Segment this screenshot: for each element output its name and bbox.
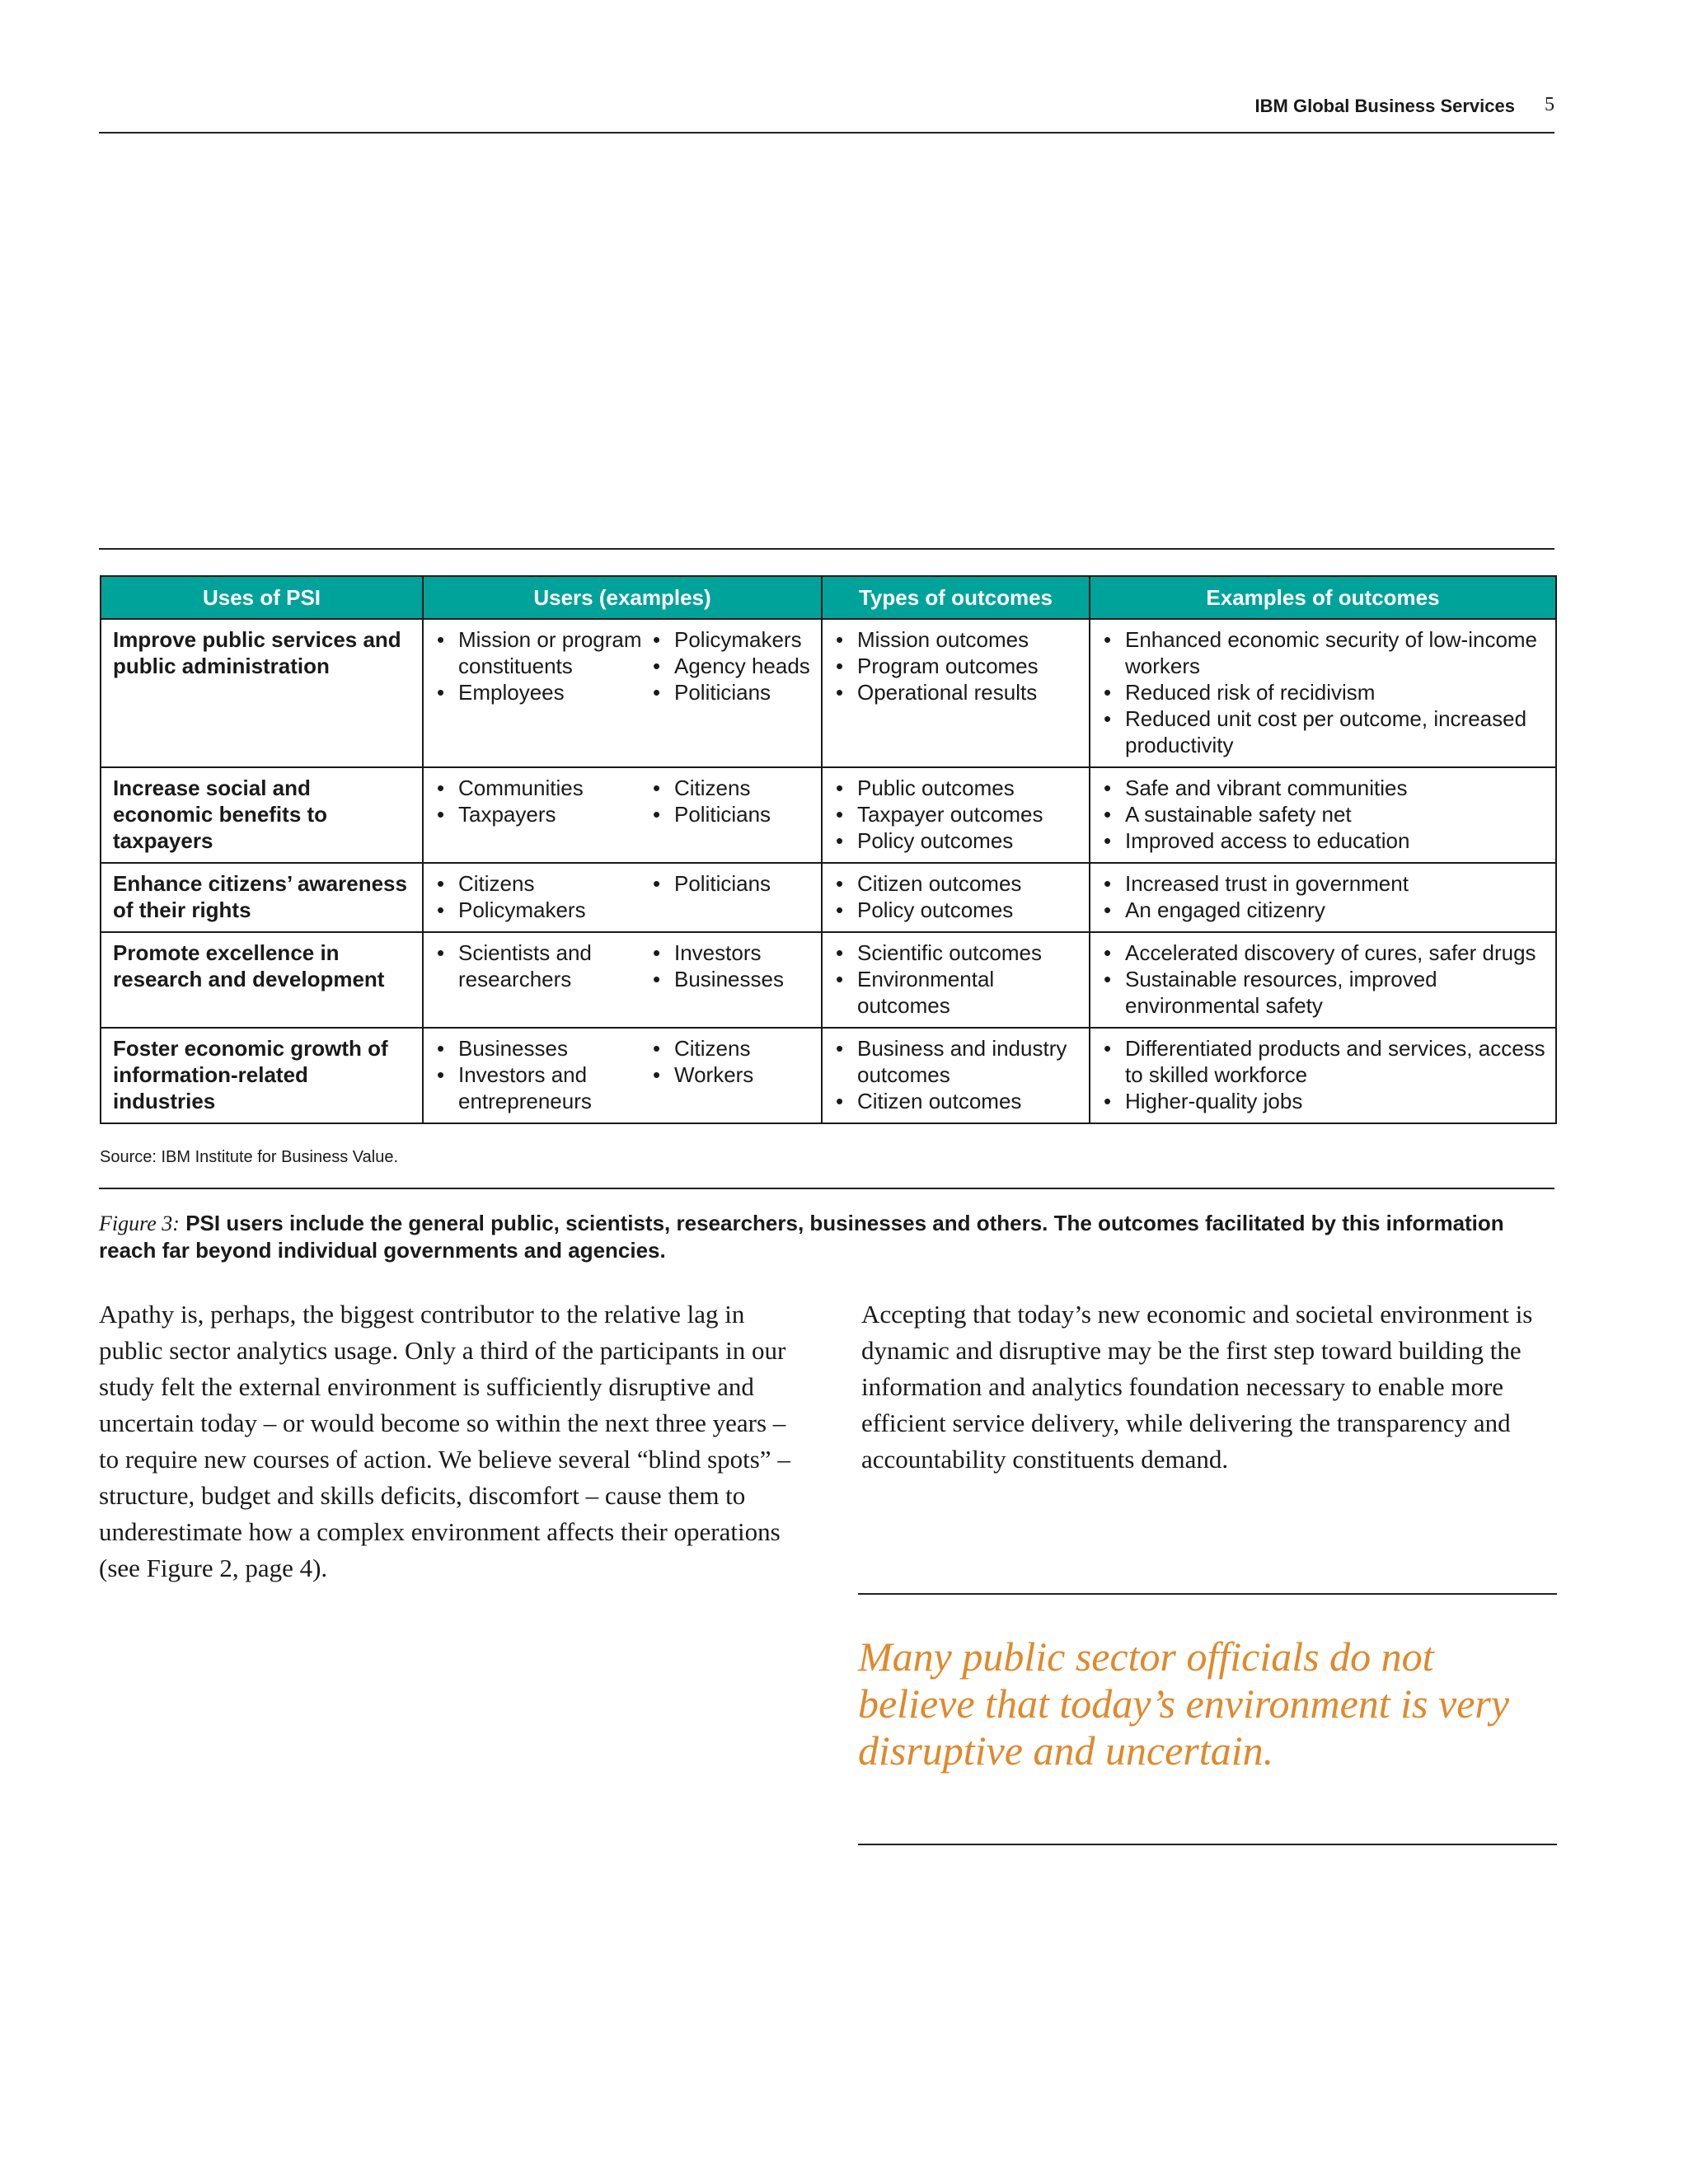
cell-users	[423, 932, 822, 1028]
list-item: • Citizens	[434, 870, 649, 897]
cell-types	[822, 1028, 1090, 1123]
column-header-users: Users (examples)	[423, 576, 822, 619]
users-list-right	[649, 775, 811, 827]
list-item: • Businesses	[649, 966, 811, 992]
list-item: • Accelerated discovery of cures, safer drugs	[1100, 940, 1545, 966]
list-item: • Sustainable resources, improved environmental safety	[1100, 966, 1545, 1019]
list-item: • Reduced risk of recidivism	[1100, 679, 1545, 705]
list-item: • Operational results	[832, 679, 1079, 705]
list-item: • Differentiated products and services, access to skilled workforce	[1100, 1035, 1545, 1088]
list-item: • Employees	[434, 679, 649, 705]
list-item: • Taxpayers	[434, 801, 649, 827]
cell-users	[423, 863, 822, 932]
types-list	[832, 940, 1079, 1019]
caption-rule	[99, 1188, 1554, 1189]
figure-caption-text: PSI users include the general public, scientists, researchers, businesses and others. The outcomes facilitated by this information reach far beyond individual governments and agencies.	[99, 1211, 1504, 1263]
users-list-left	[434, 940, 649, 992]
list-item: • Public outcomes	[832, 775, 1079, 801]
cell-users	[423, 1028, 822, 1123]
list-item: • Citizen outcomes	[832, 870, 1079, 897]
list-item: • Citizens	[649, 1035, 811, 1062]
users-list-right	[649, 626, 811, 705]
list-item: • Agency heads	[649, 653, 811, 679]
list-item: • Investors	[649, 940, 811, 966]
pullquote: Many public sector officials do not believe that today’s environment is very disruptive and uncertain.	[858, 1633, 1510, 1774]
list-item: • A sustainable safety net	[1100, 801, 1545, 827]
list-item: • Scientific outcomes	[832, 940, 1079, 966]
users-columns	[434, 626, 811, 705]
users-columns	[434, 940, 811, 992]
cell-use: Promote excellence in research and development	[101, 932, 423, 1028]
table-top-rule	[99, 548, 1554, 550]
column-header-types: Types of outcomes	[822, 576, 1090, 619]
users-columns	[434, 775, 811, 827]
list-item: • Safe and vibrant communities	[1100, 775, 1545, 801]
cell-users	[423, 619, 822, 767]
list-item: • Policymakers	[434, 897, 649, 923]
types-list	[832, 626, 1079, 705]
list-item: • Mission outcomes	[832, 626, 1079, 653]
list-item: • Improved access to education	[1100, 827, 1545, 854]
list-item: • Enhanced economic security of low-income workers	[1100, 626, 1545, 679]
table-row	[101, 767, 1556, 863]
list-item: • Communities	[434, 775, 649, 801]
types-list	[832, 775, 1079, 854]
body-paragraph-right: Accepting that today’s new economic and societal environment is dynamic and disruptive may be the first step toward building the information and analytics foundation necessary to enable more efficient service delivery, while delivering the transparency and accountability constituents demand.	[861, 1300, 1533, 1474]
cell-use: Enhance citizens’ awareness of their rights	[101, 863, 423, 932]
pullquote-top-rule	[858, 1593, 1557, 1595]
list-item: • Politicians	[649, 870, 811, 897]
table-row	[101, 863, 1556, 932]
page-header	[99, 92, 1554, 134]
list-item: • Taxpayer outcomes	[832, 801, 1079, 827]
users-list-right	[649, 940, 811, 992]
source-note: Source: IBM Institute for Business Value.	[100, 1148, 399, 1166]
cell-use: Improve public services and public administration	[101, 619, 423, 767]
cell-types	[822, 767, 1090, 863]
pullquote-bottom-rule	[858, 1844, 1557, 1845]
table-header-row	[101, 576, 1556, 619]
list-item: • Program outcomes	[832, 653, 1079, 679]
list-item: • Policy outcomes	[832, 827, 1079, 854]
cell-use: Foster economic growth of information-related industries	[101, 1028, 423, 1123]
list-item: • Business and industry outcomes	[832, 1035, 1079, 1088]
list-item: • Policy outcomes	[832, 897, 1079, 923]
figure-caption	[99, 1210, 1554, 1264]
list-item: • Increased trust in government	[1100, 870, 1545, 897]
cell-users	[423, 767, 822, 863]
table-row	[101, 932, 1556, 1028]
users-list-right	[649, 870, 811, 923]
list-item: • Investors and entrepreneurs	[434, 1062, 649, 1114]
figure-label: Figure 3:	[99, 1212, 180, 1235]
examples-list	[1100, 775, 1545, 854]
cell-examples	[1090, 619, 1556, 767]
list-item: • Policymakers	[649, 626, 811, 653]
users-list-left	[434, 870, 649, 923]
table-body	[101, 619, 1556, 1123]
header-brand: IBM Global Business Services	[1254, 96, 1515, 116]
cell-examples	[1090, 767, 1556, 863]
cell-examples	[1090, 932, 1556, 1028]
list-item: • Workers	[649, 1062, 811, 1088]
list-item: • An engaged citizenry	[1100, 897, 1545, 923]
users-list-left	[434, 775, 649, 827]
list-item: • Higher-quality jobs	[1100, 1088, 1545, 1114]
list-item: • Politicians	[649, 801, 811, 827]
list-item: • Citizens	[649, 775, 811, 801]
list-item: • Scientists and researchers	[434, 940, 649, 992]
list-item: • Politicians	[649, 679, 811, 705]
list-item: • Citizen outcomes	[832, 1088, 1079, 1114]
page-number: 5	[1545, 94, 1554, 115]
users-list-left	[434, 1035, 649, 1114]
cell-use: Increase social and economic benefits to taxpayers	[101, 767, 423, 863]
table-row	[101, 619, 1556, 767]
list-item: • Reduced unit cost per outcome, increased productivity	[1100, 705, 1545, 758]
list-item: • Environmental outcomes	[832, 966, 1079, 1019]
column-header-examples: Examples of outcomes	[1090, 576, 1556, 619]
types-list	[832, 870, 1079, 923]
column-header-uses: Uses of PSI	[101, 576, 423, 619]
list-item: • Mission or program constituents	[434, 626, 649, 679]
cell-examples	[1090, 863, 1556, 932]
body-paragraph-left: Apathy is, perhaps, the biggest contributor to the relative lag in public sector analytics usage. Only a third of the participants in our study felt the external environment is sufficiently disruptive and uncertain today – or would become so within the next three years – to require new courses of action. We believe several “blind spots” – structure, budget and skills deficits, discomfort – cause them to underestimate how a complex environment affects their operations (see Figure 2, page 4).	[99, 1300, 790, 1582]
users-columns	[434, 870, 811, 923]
examples-list	[1100, 626, 1545, 758]
list-item: • Businesses	[434, 1035, 649, 1062]
examples-list	[1100, 940, 1545, 1019]
examples-list	[1100, 870, 1545, 923]
examples-list	[1100, 1035, 1545, 1114]
users-columns	[434, 1035, 811, 1114]
cell-examples	[1090, 1028, 1556, 1123]
types-list	[832, 1035, 1079, 1114]
table-row	[101, 1028, 1556, 1123]
users-list-left	[434, 626, 649, 705]
cell-types	[822, 863, 1090, 932]
cell-types	[822, 932, 1090, 1028]
psi-uses-table	[100, 575, 1557, 1124]
cell-types	[822, 619, 1090, 767]
users-list-right	[649, 1035, 811, 1114]
